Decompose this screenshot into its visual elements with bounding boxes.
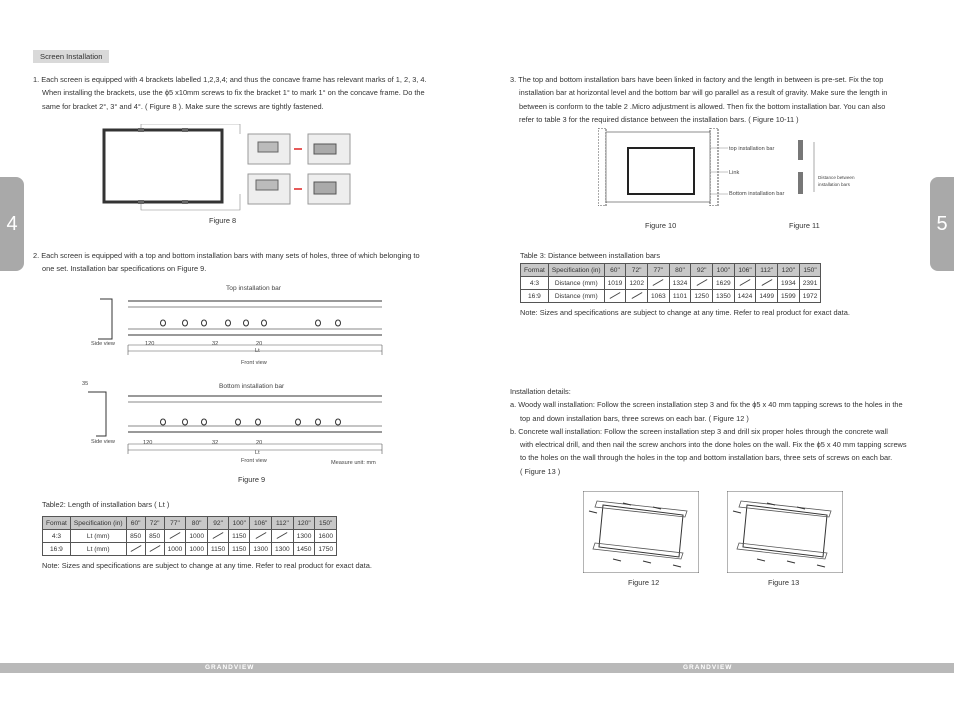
top-bar-drawing: [88, 293, 388, 369]
front-view-label: Front view: [241, 458, 267, 464]
table-cell: 1972: [799, 290, 821, 303]
table-cell: Lt (mm): [70, 530, 126, 543]
page-number-tab-right: [930, 177, 954, 271]
table-header-cell: 100": [229, 517, 250, 530]
empty-cell: [626, 290, 648, 303]
step1-line: When installing the brackets, use the ϕ5 x10mm screws to fix the bracket 1° to mark 1° on the concave frame. Do the: [42, 88, 425, 98]
figure8-caption: Figure 8: [209, 216, 237, 225]
figure13-illustration: [727, 491, 843, 573]
empty-cell: [647, 277, 669, 290]
dim-label: 35: [82, 381, 89, 387]
section-tag: Screen Installation: [33, 50, 109, 63]
step2-line: one set. Installation bar specifications on Figure 9.: [42, 264, 207, 274]
distance-label-line: installation bars: [818, 182, 850, 187]
figure9-caption: Figure 9: [238, 475, 266, 484]
table-header-cell: 72": [626, 264, 648, 277]
slash-mark: [149, 545, 160, 552]
installation-line: with electrical drill, and then nail the screw anchors into the done holes on the wall. Fix the ϕ5 x 40 mm tapping screws: [520, 440, 907, 450]
installation-line: to the holes on the wall through the holes in the top and bottom installation bars, three sets of screws on each bar.: [520, 453, 893, 463]
table-header-cell: 112": [756, 264, 778, 277]
installation-details-title: Installation details:: [510, 387, 571, 396]
installation-line: top and down installation bars, three screws on each bar. ( Figure 12 ): [520, 413, 749, 423]
table-row: [43, 543, 337, 556]
table-cell: 1101: [669, 290, 691, 303]
empty-cell: [272, 530, 294, 543]
installation-line: b. Concrete wall installation: Follow the screen installation step 3 and drill six proper holes through the concrete wall: [510, 426, 888, 436]
slash-mark: [653, 279, 664, 286]
table3-note: Note: Sizes and specifications are subject to change at any time. Refer to real product for exact data.: [520, 308, 850, 317]
step3-line: refer to table 3 for the required distance between the installation bars. ( Figure 10-11 ): [519, 114, 799, 124]
table-header-cell: 150": [315, 517, 337, 530]
table-cell: 1424: [734, 290, 756, 303]
table-cell: 1202: [626, 277, 648, 290]
table-cell: 1019: [604, 277, 626, 290]
brand-logo-right: GRANDVIEW: [683, 664, 733, 671]
table-row: [521, 290, 821, 303]
page-number: 5: [936, 212, 948, 235]
table-header-cell: 80": [669, 264, 691, 277]
slash-mark: [761, 279, 772, 286]
table-header-cell: 60": [604, 264, 626, 277]
step1-paragraph: [33, 73, 473, 113]
table-header-cell: 120": [293, 517, 315, 530]
table-header-row: [521, 264, 821, 277]
empty-cell: [164, 530, 186, 543]
table-header-cell: Format: [43, 517, 71, 530]
table-cell: 1250: [691, 290, 713, 303]
table-cell: 1629: [713, 277, 735, 290]
dim-label: Lt: [255, 450, 260, 456]
step1-line: same for bracket 2°, 3° and 4°. ( Figure 8 ). Make sure the screws are tightly fastened.: [42, 101, 324, 111]
table-cell: 1150: [207, 543, 228, 556]
slash-mark: [277, 532, 288, 539]
table-cell: 1350: [713, 290, 735, 303]
figure8-illustration: [100, 124, 360, 214]
slash-mark: [213, 532, 224, 539]
figure11-caption: Figure 11: [789, 221, 820, 230]
distance-between-label: [818, 174, 855, 188]
brand-logo-left: GRANDVIEW: [205, 664, 255, 671]
table3-title: Table 3: Distance between installation bars: [520, 251, 661, 260]
bottom-bar-title: Bottom installation bar: [219, 383, 285, 390]
installation-line: a. Woody wall installation: Follow the screen installation step 3 and fix the ϕ5 x 40 mm tapping screws to the holes in the: [510, 400, 903, 410]
installation-line: ( Figure 13 ): [520, 466, 561, 476]
table-header-cell: 80": [186, 517, 208, 530]
dim-label: 120: [143, 440, 153, 446]
empty-cell: [250, 530, 272, 543]
table-cell: Distance (mm): [548, 277, 604, 290]
table-cell: 1300: [293, 530, 315, 543]
slash-mark: [170, 532, 181, 539]
table2: [42, 516, 337, 556]
empty-cell: [691, 277, 713, 290]
table-cell: 850: [126, 530, 145, 543]
dim-label: 20: [256, 440, 263, 446]
table-cell: 1750: [315, 543, 337, 556]
table-cell: 1000: [186, 543, 208, 556]
table-cell: 1600: [315, 530, 337, 543]
empty-cell: [145, 543, 164, 556]
table-header-cell: Format: [521, 264, 549, 277]
figure10-caption: Figure 10: [645, 221, 677, 230]
table-cell: 4:3: [43, 530, 71, 543]
table-cell: 1450: [293, 543, 315, 556]
table-row: [43, 530, 337, 543]
slash-mark: [631, 292, 642, 299]
table-cell: 1000: [186, 530, 208, 543]
dim-label: 32: [212, 341, 219, 347]
table-cell: 1599: [778, 290, 800, 303]
table-header-row: [43, 517, 337, 530]
link-label: Link: [729, 170, 740, 176]
table2-note: Note: Sizes and specifications are subject to change at any time. Refer to real product for exact data.: [42, 561, 372, 570]
step1-line: 1. Each screen is equipped with 4 brackets labelled 1,2,3,4; and thus the concave frame has relevant marks of 1, 2, 3, 4.: [33, 75, 427, 84]
dim-label: 120: [145, 341, 155, 347]
table-cell: 1324: [669, 277, 691, 290]
table-header-cell: 106": [734, 264, 756, 277]
table-cell: 2391: [799, 277, 821, 290]
top-bar-title: Top installation bar: [226, 285, 281, 292]
page-number-tab-left: [0, 177, 24, 271]
table-header-cell: 92": [207, 517, 228, 530]
table-header-cell: 92": [691, 264, 713, 277]
figure10-illustration: [598, 128, 820, 206]
bottom-bar-drawing: [88, 390, 388, 458]
table-cell: 4:3: [521, 277, 549, 290]
step3-line: 3. The top and bottom installation bars have been linked in factory and the length in between is pre-set. Fix the top: [510, 75, 884, 84]
empty-cell: [756, 277, 778, 290]
empty-cell: [126, 543, 145, 556]
step3-line: between is conform to the table 2 .Micro adjustment is allowed. Then fix the bottom installation bar. You can also: [519, 101, 886, 111]
slash-mark: [740, 279, 751, 286]
table-cell: 1150: [229, 530, 250, 543]
table-cell: 16:9: [521, 290, 549, 303]
dim-label: 20: [256, 341, 263, 347]
table-header-cell: 106": [250, 517, 272, 530]
slash-mark: [696, 279, 707, 286]
figure13-caption: Figure 13: [768, 578, 800, 587]
front-view-label: Front view: [241, 360, 267, 366]
figure12-caption: Figure 12: [628, 578, 660, 587]
table-header-cell: 100": [713, 264, 735, 277]
table-header-cell: 77": [647, 264, 669, 277]
empty-cell: [207, 530, 228, 543]
table-row: [521, 277, 821, 290]
empty-cell: [734, 277, 756, 290]
slash-mark: [255, 532, 266, 539]
table-cell: 1000: [164, 543, 186, 556]
table-header-cell: 77": [164, 517, 186, 530]
top-installation-bar-label: top installation bar: [729, 146, 775, 152]
table-cell: 1063: [647, 290, 669, 303]
table2-title: Table2: Length of installation bars ( Lt ): [42, 500, 170, 509]
bottom-installation-bar-label: Bottom installation bar: [729, 191, 785, 197]
step3-line: installation bar at horizontal level and the bottom bar will go parallel as a result of gravity. Make sure the length in: [519, 88, 888, 98]
table-cell: 16:9: [43, 543, 71, 556]
table-cell: 1300: [272, 543, 294, 556]
table-cell: 1499: [756, 290, 778, 303]
distance-label-line: Distance between: [818, 175, 855, 180]
side-view-label: Side view: [91, 439, 115, 445]
figure12-illustration: [583, 491, 699, 573]
step3-paragraph: [510, 73, 910, 126]
table-cell: 850: [145, 530, 164, 543]
table-header-cell: 150": [799, 264, 821, 277]
empty-cell: [604, 290, 626, 303]
table-cell: 1934: [778, 277, 800, 290]
table-header-cell: Specification (in): [70, 517, 126, 530]
step2-line: 2. Each screen is equipped with a top and bottom installation bars with many sets of holes, three of which belonging to: [33, 251, 420, 260]
table-header-cell: 72": [145, 517, 164, 530]
side-view-label: Side view: [91, 341, 115, 347]
table-cell: Lt (mm): [70, 543, 126, 556]
slash-mark: [610, 292, 621, 299]
table3: [520, 263, 821, 303]
table-header-cell: 60": [126, 517, 145, 530]
step2-paragraph: [33, 249, 473, 276]
footer-bar: [0, 663, 954, 673]
slash-mark: [130, 545, 141, 552]
installation-details: [510, 385, 930, 478]
table-cell: 1300: [250, 543, 272, 556]
table-cell: 1150: [229, 543, 250, 556]
table-header-cell: 112": [272, 517, 294, 530]
dim-label: 32: [212, 440, 219, 446]
table-header-cell: Specification (in): [548, 264, 604, 277]
table-header-cell: 120": [778, 264, 800, 277]
dim-label: Lt: [255, 348, 260, 354]
table-cell: Distance (mm): [548, 290, 604, 303]
measure-unit-label: Measure unit: mm: [331, 460, 376, 466]
page-number: 4: [6, 212, 18, 235]
